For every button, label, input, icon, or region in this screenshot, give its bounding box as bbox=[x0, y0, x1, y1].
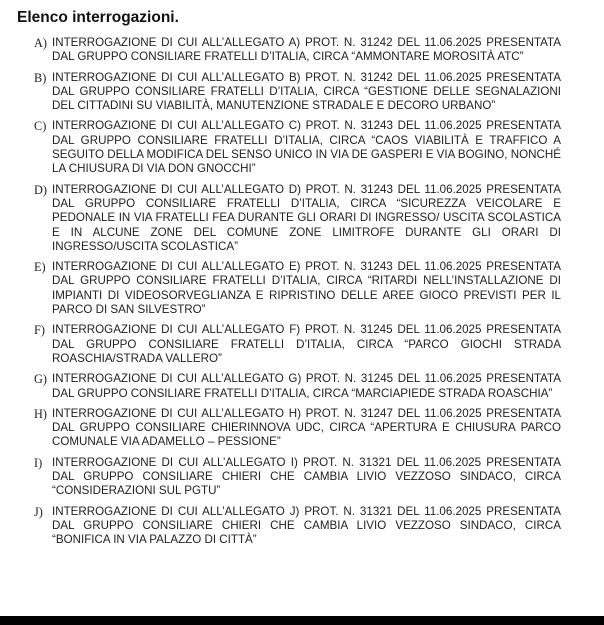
list-item bbox=[34, 36, 561, 65]
list-item bbox=[34, 505, 561, 548]
item-text: INTERROGAZIONE DI CUI ALL’ALLEGATO D) PROT. N. 31243 DEL 11.06.2025 PRESENTATA DAL GRUPPO CONSILIARE FRATELLI D’ITALIA, CIRCA “SICUREZZA VEICOLARE E PEDONALE IN VIA FRATELLI FEA DURANTE GLI ORARI DI INGRESSO/ USCITA SCOLASTICA E IN ALCUNE ZONE DEL COMUNE ZONE LIMITROFE DURANTE GLI ORARI DI INGRESSO/USCITA SCOLASTICA” bbox=[52, 182, 561, 253]
item-text: INTERROGAZIONE DI CUI ALL’ALLEGATO E) PROT. N. 31243 DEL 11.06.2025 PRESENTATA DAL GRUPPO CONSILIARE FRATELLI D’ITALIA, CIRCA “RITARDI NELL’INSTALLAZIONE DI IMPIANTI DI VIDEOSORVEGLIANZA E RIPRISTINO DELLE AREE GIOCO PREVISTI PER IL PARCO DI SAN SILVESTRO” bbox=[52, 260, 561, 317]
item-label: I) bbox=[34, 455, 43, 470]
list-item bbox=[34, 119, 561, 176]
item-text: INTERROGAZIONE DI CUI ALL’ALLEGATO H) PROT. N. 31247 DEL 11.06.2025 PRESENTATA DAL GRUPPO CONSILIARE CHIERINNOVA UDC, CIRCA “APERTURA E CHIUSURA PARCO COMUNALE VIA ADAMELLO – PESSIONE” bbox=[52, 406, 561, 449]
item-text: INTERROGAZIONE DI CUI ALL’ALLEGATO C) PROT. N. 31243 DEL 11.06.2025 PRESENTATA DAL GRUPPO CONSILIARE FRATELLI D’ITALIA, CIRCA “CAOS VIABILITÀ E TRAFFICO A SEGUITO DELLA MODIFICA DEL SENSO UNICO IN VIA DE GASPERI E VIA BOGINO, NONCHÉ LA CHIUSURA DI VIA DON GNOCCHI” bbox=[52, 119, 561, 176]
item-label: A) bbox=[34, 36, 47, 50]
item-label: B) bbox=[34, 70, 47, 85]
list-item bbox=[34, 323, 561, 366]
item-label: F) bbox=[34, 323, 45, 338]
page-title: Elenco interrogazioni. bbox=[17, 9, 179, 26]
item-label: C) bbox=[34, 119, 47, 134]
list-item bbox=[34, 407, 561, 450]
item-text: INTERROGAZIONE DI CUI ALL’ALLEGATO J) PROT. N. 31321 DEL 11.06.2025 PRESENTATA DAL GRUPPO CONSILIARE CHIERI CHE CAMBIA LIVIO VEZZOSO SINDACO, CIRCA “BONIFICA IN VIA PALAZZO DI CITTÀ” bbox=[52, 504, 561, 547]
item-text: INTERROGAZIONE DI CUI ALL’ALLEGATO G) PROT. N. 31245 DEL 11.06.2025 PRESENTATA DAL GRUPPO CONSILIARE FRATELLI D’ITALIA, CIRCA “MARCIAPIEDE STRADA ROASCHIA” bbox=[52, 372, 561, 400]
item-text: INTERROGAZIONE DI CUI ALL’ALLEGATO A) PROT. N. 31242 DEL 11.06.2025 PRESENTATA DAL GRUPPO CONSILIARE FRATELLI D’ITALIA, CIRCA “AMMONTARE MOROSITÀ ATC” bbox=[52, 36, 561, 64]
item-text: INTERROGAZIONE DI CUI ALL’ALLEGATO I) PROT. N. 31321 DEL 11.06.2025 PRESENTATA DAL GRUPPO CONSILIARE CHIERI CHE CAMBIA LIVIO VEZZOSO SINDACO, CIRCA “CONSIDERAZIONI SUL PGTU” bbox=[52, 455, 561, 498]
item-text: INTERROGAZIONE DI CUI ALL’ALLEGATO B) PROT. N. 31242 DEL 11.06.2025 PRESENTATA DAL GRUPPO CONSILIARE FRATELLI D’ITALIA, CIRCA “GESTIONE DELLE SEGNALAZIONI DEL CITTADINI SU VIABILITÀ, MANUTENZIONE STRADALE E DECORO URBANO” bbox=[52, 70, 561, 113]
item-label: H) bbox=[34, 406, 47, 421]
list-item bbox=[34, 260, 561, 317]
list-item bbox=[34, 183, 561, 254]
item-label: G) bbox=[34, 372, 47, 387]
bottom-black-bar bbox=[0, 616, 604, 625]
item-text: INTERROGAZIONE DI CUI ALL’ALLEGATO F) PROT. N. 31245 DEL 11.06.2025 PRESENTATA DAL GRUPPO CONSILIARE FRATELLI D’ITALIA, CIRCA “PARCO GIOCHI STRADA ROASCHIA/STRADA VALLERO” bbox=[52, 323, 561, 365]
item-label: E) bbox=[34, 260, 46, 275]
list-item bbox=[34, 372, 561, 401]
list-item bbox=[34, 71, 561, 114]
item-label: D) bbox=[34, 182, 47, 197]
list-item bbox=[34, 456, 561, 499]
interrogation-list bbox=[34, 36, 561, 554]
item-label: J) bbox=[34, 504, 43, 519]
